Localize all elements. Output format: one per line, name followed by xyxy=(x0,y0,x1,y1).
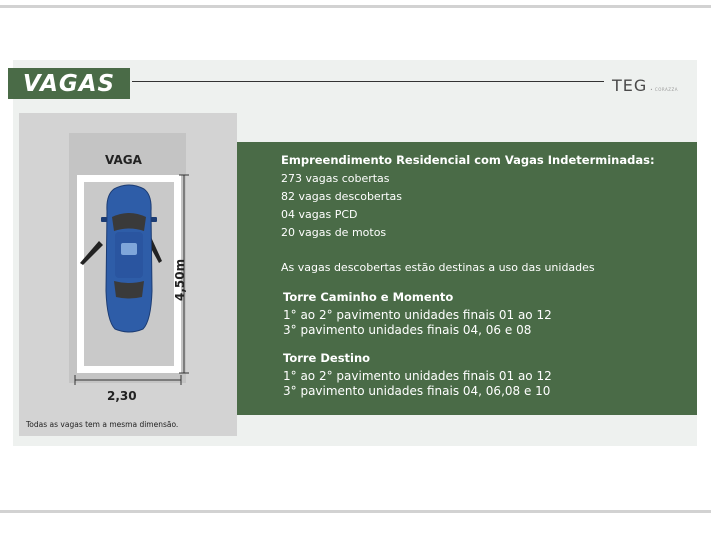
tower-1-name: Torre Caminho e Momento xyxy=(283,290,454,304)
top-rule xyxy=(0,5,711,8)
info-heading: Empreendimento Residencial com Vagas Indeterminadas: xyxy=(281,153,655,167)
page-title: VAGAS xyxy=(8,68,130,99)
count-motos: 20 vagas de motos xyxy=(281,226,387,239)
logo-main-text: TEG xyxy=(612,76,648,95)
space-label: VAGA xyxy=(105,153,142,167)
tower-2-floor-2: 3° pavimento unidades finais 04, 06,08 e 10 xyxy=(283,384,551,398)
tower-1-floor-1: 1° ao 2° pavimento unidades finais 01 ao 12 xyxy=(283,308,552,322)
tower-2-name: Torre Destino xyxy=(283,351,371,365)
parking-space-diagram xyxy=(19,113,237,436)
info-box xyxy=(237,142,697,415)
usage-note: As vagas descobertas estão destinas a uso das unidades xyxy=(281,261,595,274)
bottom-rule xyxy=(0,510,711,513)
title-divider xyxy=(132,81,604,82)
dimension-note: Todas as vagas tem a mesma dimensão. xyxy=(26,420,179,429)
width-dimension: 2,30 xyxy=(107,389,137,403)
tower-1-floor-2: 3° pavimento unidades finais 04, 06 e 08 xyxy=(283,323,532,337)
logo-sub-text: • CORAZZA xyxy=(650,87,678,92)
tower-2-floor-1: 1° ao 2° pavimento unidades finais 01 ao 12 xyxy=(283,369,552,383)
brand-logo xyxy=(612,76,678,95)
count-pcd: 04 vagas PCD xyxy=(281,208,358,221)
count-covered: 273 vagas cobertas xyxy=(281,172,390,185)
count-uncovered: 82 vagas descobertas xyxy=(281,190,403,203)
length-dimension: 4,50m xyxy=(173,258,187,301)
